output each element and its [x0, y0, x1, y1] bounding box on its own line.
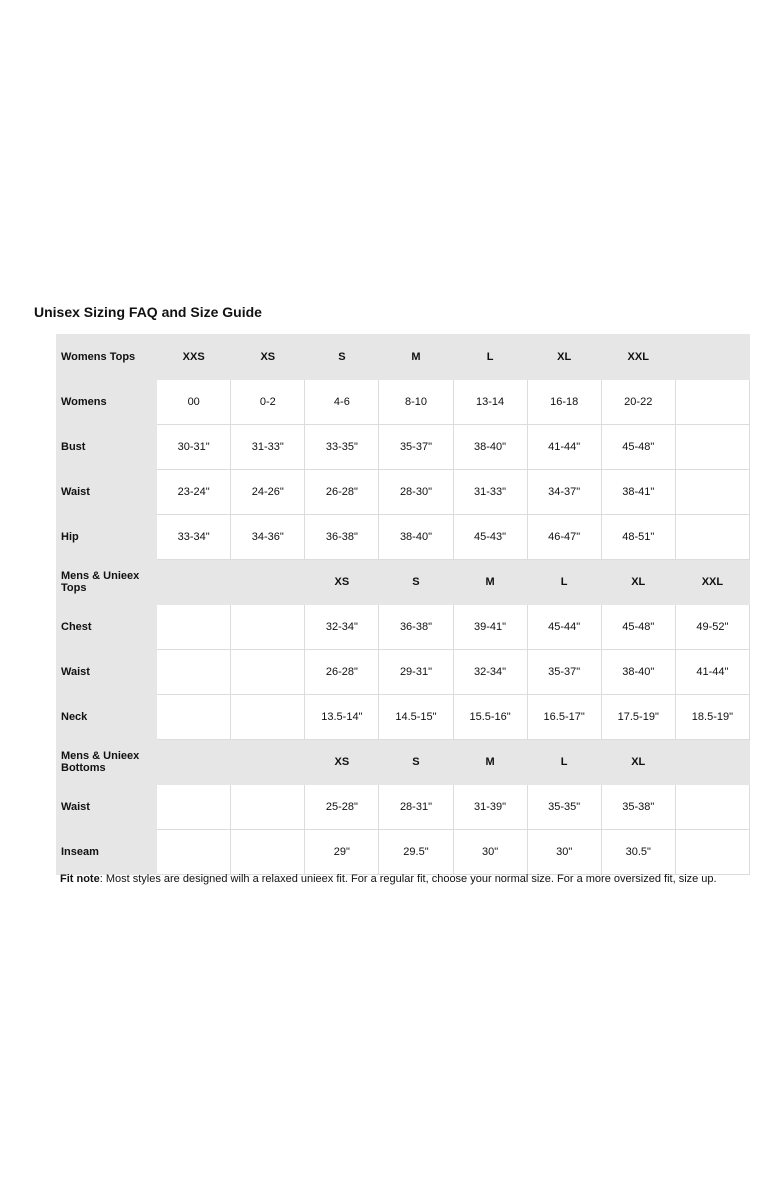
size-header-cell: S	[379, 560, 453, 605]
table-cell: 30.5"	[601, 830, 675, 875]
size-header-cell: XL	[527, 335, 601, 380]
row-label: Neck	[57, 695, 157, 740]
table-cell: 35-35"	[527, 785, 601, 830]
row-label: Bust	[57, 425, 157, 470]
table-cell: 30-31"	[157, 425, 231, 470]
table-cell: 29"	[305, 830, 379, 875]
table-cell	[675, 380, 749, 425]
table-cell: 31-39"	[453, 785, 527, 830]
table-cell: 29-31"	[379, 650, 453, 695]
table-cell	[231, 650, 305, 695]
table-section-header	[57, 335, 750, 380]
table-cell: 35-37"	[527, 650, 601, 695]
row-label: Waist	[57, 470, 157, 515]
size-header-cell: XS	[305, 560, 379, 605]
table-cell: 41-44"	[675, 650, 749, 695]
table-cell: 28-30"	[379, 470, 453, 515]
table-cell: 13-14	[453, 380, 527, 425]
table-cell: 39-41"	[453, 605, 527, 650]
table-row	[57, 515, 750, 560]
table-cell: 23-24"	[157, 470, 231, 515]
table-section-header	[57, 740, 750, 785]
table-cell: 45-44"	[527, 605, 601, 650]
table-cell: 26-28"	[305, 470, 379, 515]
table-row	[57, 785, 750, 830]
table-row	[57, 605, 750, 650]
table-cell	[157, 695, 231, 740]
table-cell: 35-37"	[379, 425, 453, 470]
table-cell: 32-34"	[453, 650, 527, 695]
table-cell: 13.5-14"	[305, 695, 379, 740]
size-header-cell	[157, 740, 231, 785]
size-chart-table	[56, 334, 750, 875]
size-header-cell	[675, 740, 749, 785]
table-cell	[231, 605, 305, 650]
table-cell	[231, 695, 305, 740]
table-row	[57, 830, 750, 875]
table-cell	[675, 515, 749, 560]
table-cell: 45-43"	[453, 515, 527, 560]
table-row	[57, 695, 750, 740]
row-label: Chest	[57, 605, 157, 650]
table-cell: 30"	[527, 830, 601, 875]
table-section-header	[57, 560, 750, 605]
size-header-cell: XXS	[157, 335, 231, 380]
table-cell: 38-40"	[453, 425, 527, 470]
fit-note	[60, 873, 717, 885]
table-cell: 36-38"	[305, 515, 379, 560]
table-cell: 26-28"	[305, 650, 379, 695]
row-label: Womens Tops	[57, 335, 157, 380]
table-cell: 4-6	[305, 380, 379, 425]
size-header-cell: XS	[231, 335, 305, 380]
size-header-cell: M	[453, 560, 527, 605]
table-cell	[157, 605, 231, 650]
size-header-cell	[157, 560, 231, 605]
table-cell: 45-48"	[601, 605, 675, 650]
size-header-cell: XXL	[601, 335, 675, 380]
table-cell: 49-52"	[675, 605, 749, 650]
size-header-cell	[231, 560, 305, 605]
table-cell: 18.5-19"	[675, 695, 749, 740]
table-cell: 8-10	[379, 380, 453, 425]
row-label: Womens	[57, 380, 157, 425]
size-header-cell: L	[453, 335, 527, 380]
table-cell: 46-47"	[527, 515, 601, 560]
table-cell	[157, 830, 231, 875]
table-cell: 17.5-19"	[601, 695, 675, 740]
table-row	[57, 380, 750, 425]
table-cell: 45-48"	[601, 425, 675, 470]
row-label: Mens & Unieex Bottoms	[57, 740, 157, 785]
table-cell: 48-51"	[601, 515, 675, 560]
table-cell: 34-36"	[231, 515, 305, 560]
table-cell	[157, 650, 231, 695]
table-cell: 30"	[453, 830, 527, 875]
page-title: Unisex Sizing FAQ and Size Guide	[34, 304, 262, 320]
table-cell: 34-37"	[527, 470, 601, 515]
table-cell: 14.5-15"	[379, 695, 453, 740]
table-cell: 29.5"	[379, 830, 453, 875]
table-cell: 24-26"	[231, 470, 305, 515]
table-cell: 16.5-17"	[527, 695, 601, 740]
table-cell: 33-35"	[305, 425, 379, 470]
size-header-cell: S	[379, 740, 453, 785]
size-header-cell: XL	[601, 740, 675, 785]
size-header-cell	[675, 335, 749, 380]
size-header-cell: M	[453, 740, 527, 785]
table-cell: 36-38"	[379, 605, 453, 650]
table-cell: 20-22	[601, 380, 675, 425]
table-cell	[675, 785, 749, 830]
table-cell: 35-38"	[601, 785, 675, 830]
size-header-cell: M	[379, 335, 453, 380]
table-cell: 31-33"	[453, 470, 527, 515]
table-cell: 25-28"	[305, 785, 379, 830]
table-cell: 38-41"	[601, 470, 675, 515]
table-cell	[675, 830, 749, 875]
table-cell	[675, 425, 749, 470]
table-cell: 31-33"	[231, 425, 305, 470]
fit-note-label: Fit note	[60, 873, 100, 885]
table-cell	[675, 470, 749, 515]
table-row	[57, 470, 750, 515]
table-cell: 16-18	[527, 380, 601, 425]
size-header-cell: XXL	[675, 560, 749, 605]
size-header-cell: L	[527, 740, 601, 785]
table-row	[57, 650, 750, 695]
table-cell: 00	[157, 380, 231, 425]
size-header-cell	[231, 740, 305, 785]
row-label: Mens & Unieex Tops	[57, 560, 157, 605]
table-cell: 41-44"	[527, 425, 601, 470]
table-cell: 0-2	[231, 380, 305, 425]
size-header-cell: XL	[601, 560, 675, 605]
table-cell: 15.5-16"	[453, 695, 527, 740]
table-cell: 33-34"	[157, 515, 231, 560]
table-cell	[231, 830, 305, 875]
size-header-cell: XS	[305, 740, 379, 785]
row-label: Waist	[57, 650, 157, 695]
row-label: Waist	[57, 785, 157, 830]
table-cell: 38-40"	[601, 650, 675, 695]
table-cell	[231, 785, 305, 830]
fit-note-text: : Most styles are designed wilh a relaxed unieex fit. For a regular fit, choose your normal size. For a more oversized fit, size up.	[99, 873, 717, 885]
table-cell: 32-34"	[305, 605, 379, 650]
table-cell: 38-40"	[379, 515, 453, 560]
table-cell: 28-31"	[379, 785, 453, 830]
row-label: Inseam	[57, 830, 157, 875]
size-header-cell: L	[527, 560, 601, 605]
row-label: Hip	[57, 515, 157, 560]
size-header-cell: S	[305, 335, 379, 380]
table-row	[57, 425, 750, 470]
table-cell	[157, 785, 231, 830]
